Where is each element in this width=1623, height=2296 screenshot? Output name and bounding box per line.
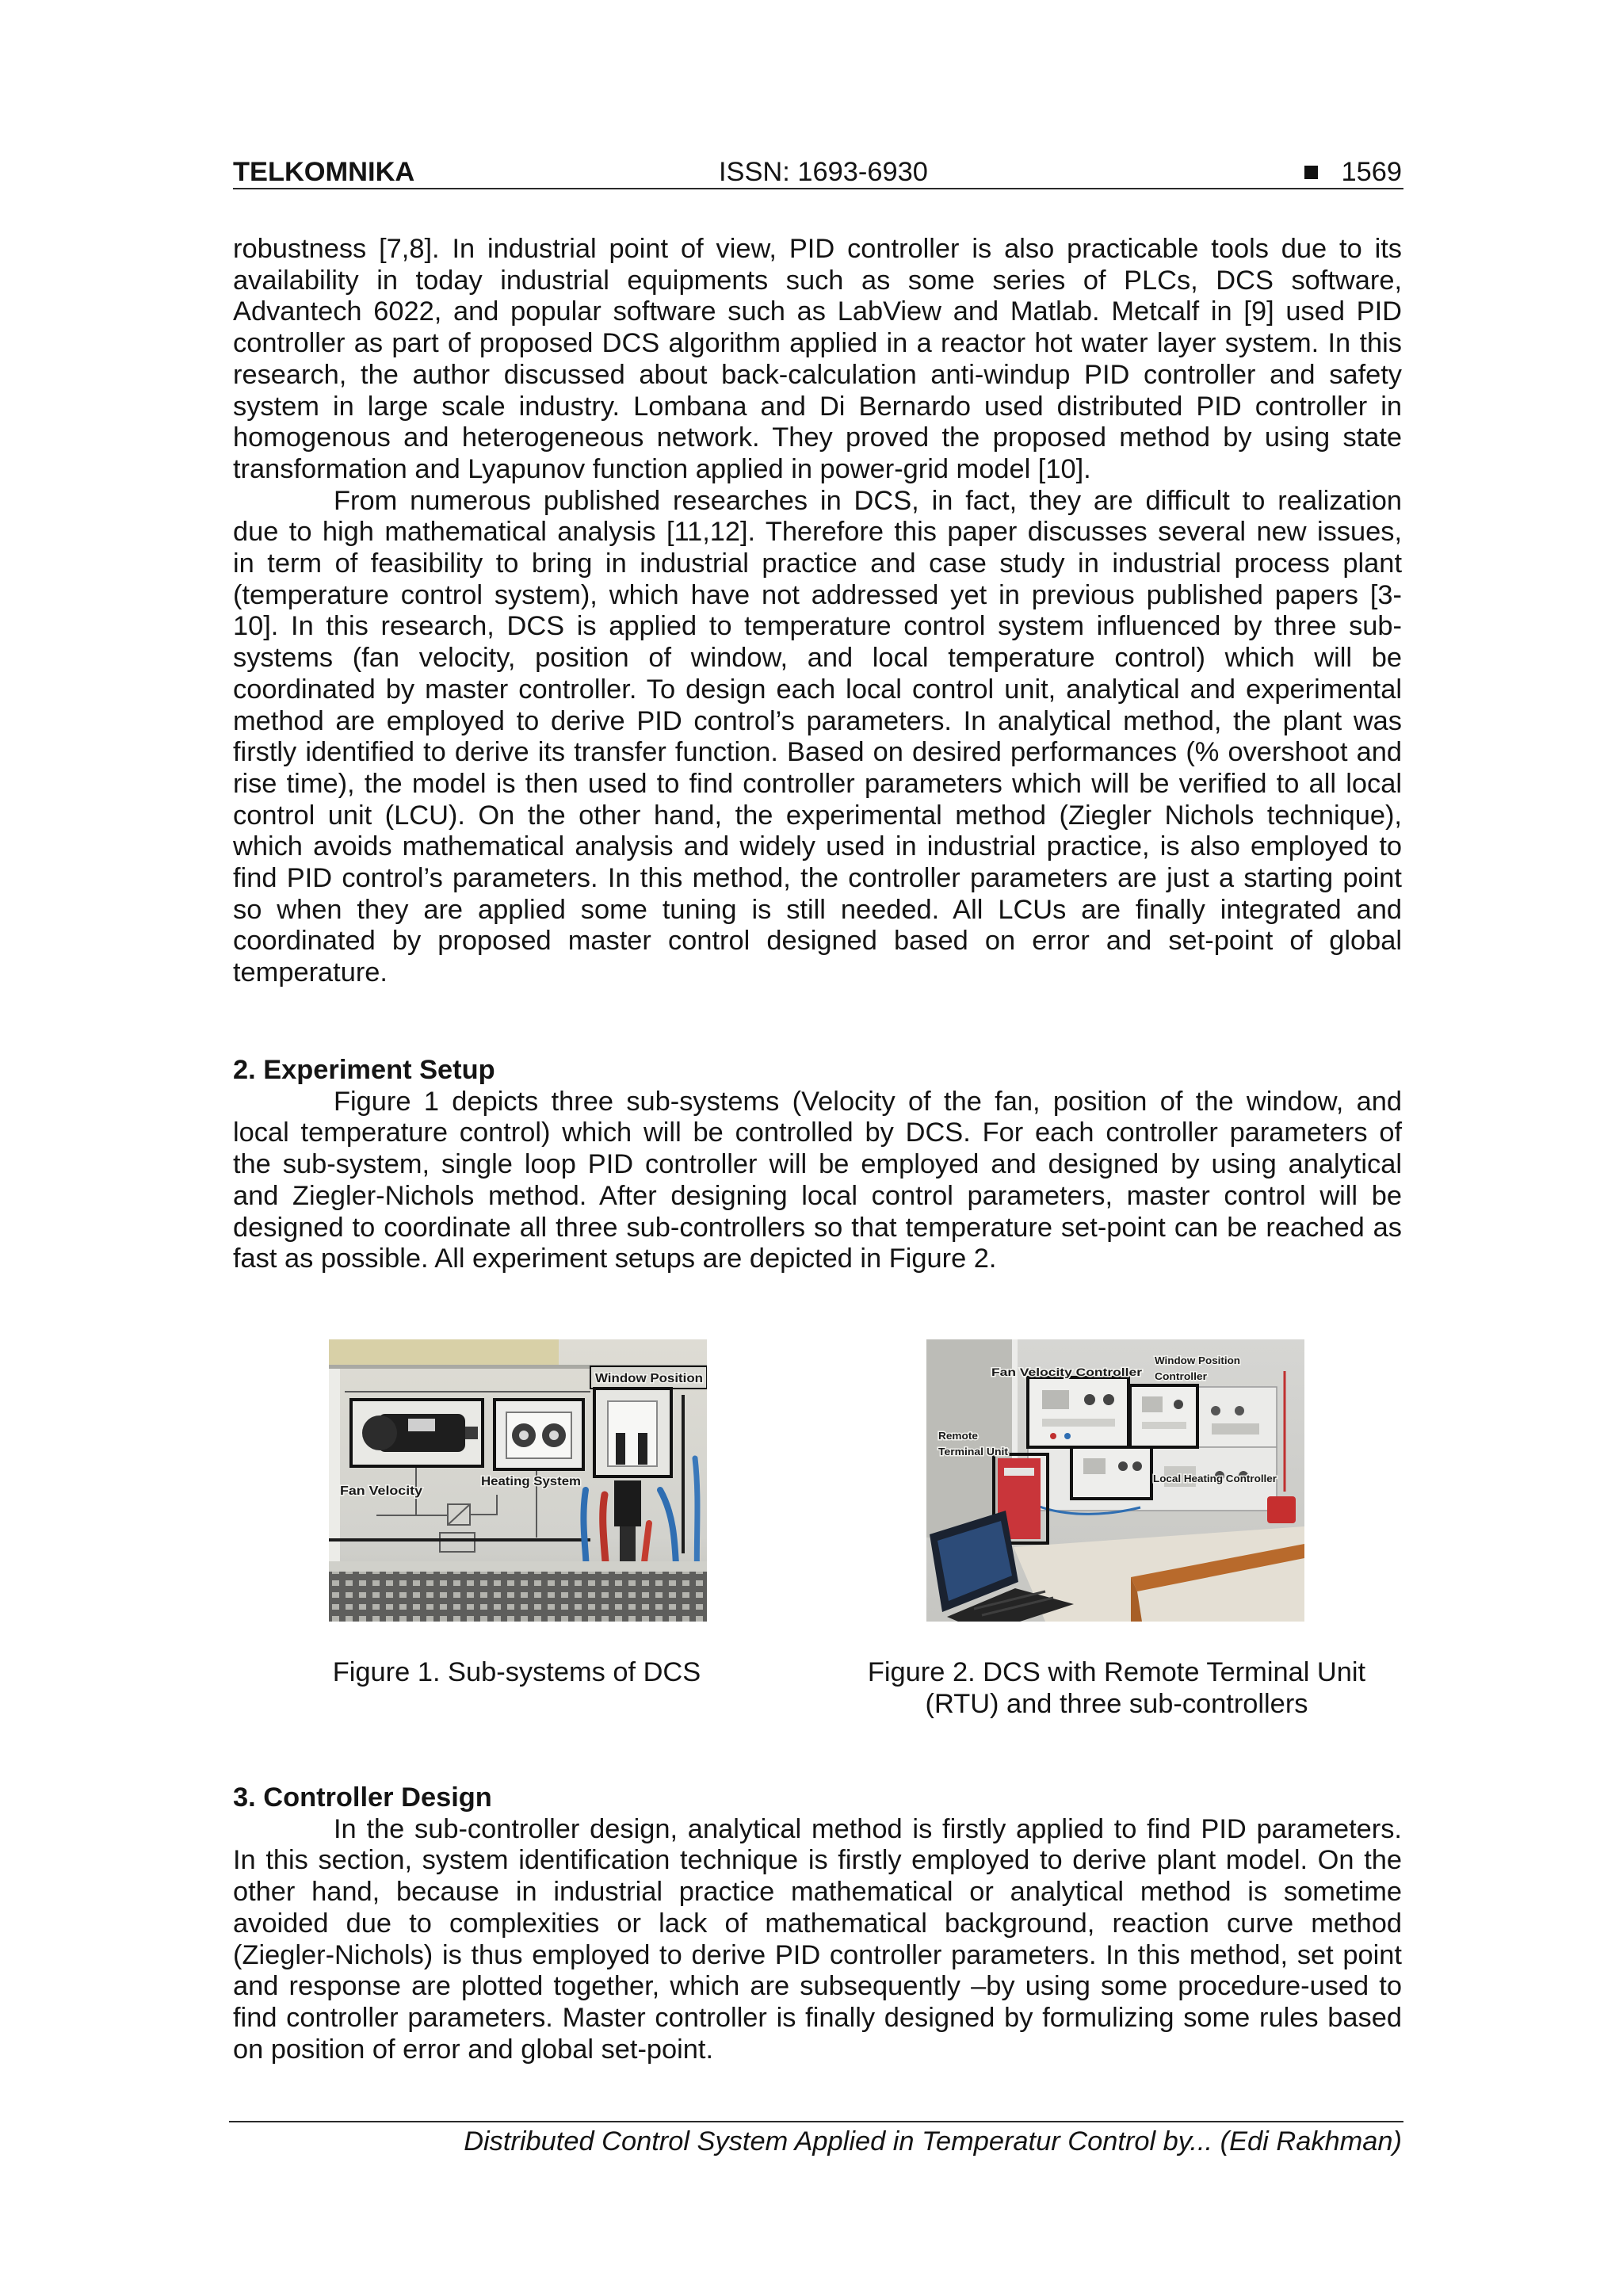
- text-line: control unit (LCU). On the other hand, the experimental method (Ziegler Nichols technique),: [233, 800, 1402, 831]
- text-line: method are employed to derive PID control’s parameters. In analytical method, the plant was: [233, 705, 1402, 736]
- terminal-strip: [329, 1572, 707, 1622]
- figure-1: [329, 1339, 707, 1622]
- text-line: controller as part of proposed DCS algorithm applied in a reactor hot water layer system. In this: [233, 328, 1402, 359]
- text-line: From numerous published researches in DCS, in fact, they are difficult to realization: [334, 485, 1402, 516]
- photo-label-window-position: Window Position: [595, 1372, 703, 1385]
- text-line: so when they are applied some tuning is still needed. All LCUs are finally integrated and: [233, 894, 1402, 925]
- section-heading: 3. Controller Design: [233, 1782, 492, 1813]
- paragraph: [233, 486, 1402, 989]
- text-line: Figure 1 depicts three sub-systems (Velocity of the fan, position of the window, and: [334, 1086, 1402, 1117]
- text-line: systems (fan velocity, position of window, and local temperature control) which will be: [233, 643, 1402, 674]
- text-line: designed to coordinate all three sub-controllers so that temperature set-point can be reached as: [233, 1212, 1402, 1243]
- lab-panel-photo: [329, 1339, 707, 1622]
- text-line: Advantech 6022, and popular software such as LabView and Matlab. Metcalf in [9] used PID: [233, 296, 1402, 327]
- local-heating-controller-box: [1071, 1447, 1151, 1499]
- footer-rule: [229, 2121, 1403, 2122]
- page-number: 1569: [1341, 157, 1402, 187]
- text-line: coordinated by proposed master control designed based on error and set-point of global: [233, 926, 1402, 957]
- paragraph: [233, 1087, 1402, 1275]
- text-line: transformation and Lyapunov function applied in power-grid model [10].: [233, 453, 1091, 484]
- caption-line: Figure 2. DCS with Remote Terminal Unit: [867, 1657, 1366, 1687]
- fan-velocity-controller-box: [1028, 1377, 1128, 1447]
- text-line: rise time), the model is then used to find controller parameters which will be verified to all local: [233, 768, 1402, 799]
- photo-label-fan-velocity: Fan Velocity: [340, 1484, 423, 1498]
- text-line: on position of error and global set-point.: [233, 2034, 714, 2065]
- red-cylinder: [1267, 1496, 1296, 1523]
- text-line: which avoids mathematical analysis and widely used in industrial practice, is also employed to: [233, 831, 1402, 862]
- text-line: coordinated by master controller. To design each local control unit, analytical and experimental: [233, 674, 1402, 705]
- text-line: In the sub-controller design, analytical method is firstly applied to find PID parameters.: [334, 1813, 1402, 1844]
- caption-line: Figure 1. Sub-systems of DCS: [332, 1657, 701, 1687]
- fan-velocity-highlight-box: [351, 1400, 483, 1466]
- paragraph: [233, 1814, 1402, 2066]
- text-line: In this section, system identification technique is firstly employed to derive plant model. On the: [233, 1845, 1402, 1876]
- text-line: homogenous and heterogeneous network. They proved the proposed method by using state: [233, 422, 1402, 453]
- photo-label-window-position-controller: Controller: [1155, 1370, 1207, 1382]
- text-line: (Ziegler-Nichols) is thus employed to derive PID controller parameters. In this method, set point: [233, 1939, 1402, 1970]
- text-line: research, the author discussed about back-calculation anti-windup PID controller and safety: [233, 359, 1402, 390]
- photo-label-local-heating-controller: Local Heating Controller: [1153, 1473, 1277, 1484]
- text-line: system in large scale industry. Lombana and Di Bernardo used distributed PID controller in: [233, 391, 1402, 422]
- journal-name: TELKOMNIKA: [233, 157, 415, 187]
- photo-label-fan-velocity-controller: Fan Velocity Controller: [991, 1366, 1143, 1378]
- dcs-setup-photo: [926, 1339, 1304, 1622]
- photo-label-remote-terminal-unit: Terminal Unit: [938, 1446, 1009, 1457]
- text-line: (temperature control system), which have not addressed yet in previous published papers [3-: [233, 579, 1402, 610]
- photo-label-heating-system: Heating System: [481, 1475, 581, 1488]
- text-line: find controller parameters. Master controller is finally designed by formulizing some rules based: [233, 2002, 1402, 2033]
- figure-caption: [200, 1657, 834, 1689]
- text-line: and response are plotted together, which are subsequently –by using some procedure-used to: [233, 1971, 1402, 2002]
- running-title: Distributed Control System Applied in Temperatur Control by... (Edi Rakhman): [464, 2126, 1402, 2157]
- photo-label-window-position-controller: Window Position: [1155, 1354, 1241, 1366]
- text-line: availability in today industrial equipments such as some series of PLCs, DCS software,: [233, 265, 1402, 296]
- section-heading: 2. Experiment Setup: [233, 1055, 495, 1085]
- heating-system-highlight-box: [495, 1400, 583, 1469]
- issn: ISSN: 1693-6930: [719, 157, 928, 187]
- text-line: and Ziegler-Nichols method. After designing local control parameters, master control will be: [233, 1180, 1402, 1211]
- text-line: 10]. In this research, DCS is applied to temperature control system influenced by three sub-: [233, 611, 1402, 642]
- figure-2: [926, 1339, 1304, 1622]
- text-line: firstly identified to derive its transfer function. Based on desired performances (% overshoot and: [233, 737, 1402, 768]
- text-line: avoided due to complexities or lack of mathematical background, reaction curve method: [233, 1908, 1402, 1939]
- text-line: in term of feasibility to bring in industrial practice and case study in industrial process plant: [233, 548, 1402, 579]
- paragraph: [233, 234, 1402, 486]
- photo-label-remote-terminal-unit: Remote: [938, 1430, 978, 1442]
- text-line: local temperature control) which will be controlled by DCS. For each controller parameters of: [233, 1117, 1402, 1148]
- text-line: robustness [7,8]. In industrial point of view, PID controller is also practicable tools due to its: [233, 234, 1402, 264]
- text-line: the sub-system, single loop PID controller will be employed and designed by using analytical: [233, 1149, 1402, 1180]
- text-line: temperature.: [233, 957, 388, 988]
- text-line: other hand, because in industrial practice mathematical or analytical method is sometime: [233, 1877, 1402, 1908]
- text-line: find PID control’s parameters. In this method, the controller parameters are just a starting point: [233, 863, 1402, 894]
- black-square-icon: [1304, 166, 1318, 179]
- figure-caption: [800, 1657, 1434, 1720]
- text-line: due to high mathematical analysis [11,12]. Therefore this paper discusses several new issues,: [233, 517, 1402, 548]
- header-rule: [233, 188, 1403, 189]
- caption-line: (RTU) and three sub-controllers: [925, 1688, 1308, 1719]
- text-line: fast as possible. All experiment setups are depicted in Figure 2.: [233, 1244, 997, 1274]
- window-position-controller-box: [1130, 1385, 1197, 1447]
